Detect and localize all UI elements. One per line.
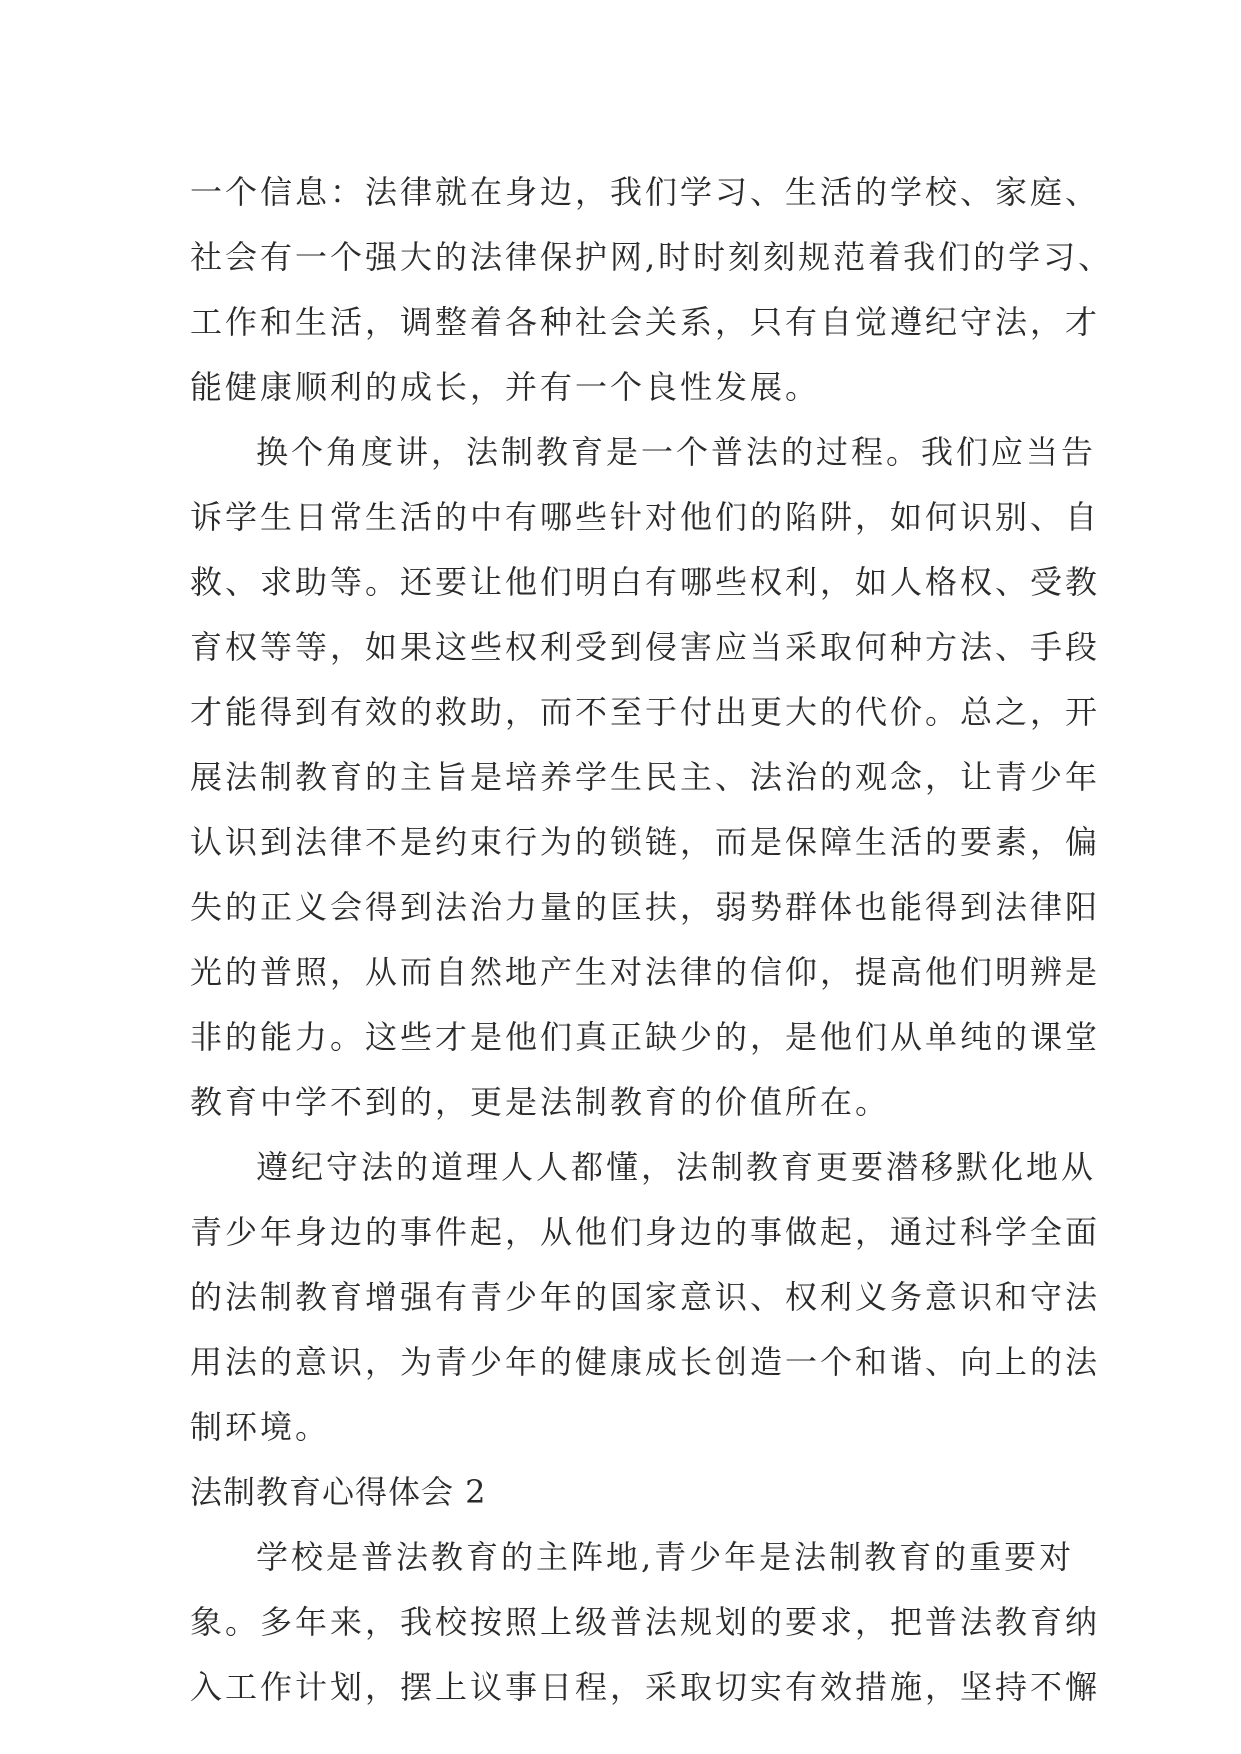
text-line: 青少年身边的事件起，从他们身边的事做起，通过科学全面	[190, 1213, 1101, 1251]
text-line: 的法制教育增强有青少年的国家意识、权利义务意识和守法	[190, 1278, 1101, 1316]
paragraph-law-abiding	[190, 1135, 1101, 1460]
text-line: 工作和生活，调整着各种社会关系，只有自觉遵纪守法，才	[190, 303, 1101, 341]
text-line: 教育中学不到的，更是法制教育的价值所在。	[190, 1083, 891, 1121]
text-line: 育权等等，如果这些权利受到侵害应当采取何种方法、手段	[190, 628, 1101, 666]
text-line: 遵纪守法的道理人人都懂，法制教育更要潜移默化地从	[256, 1148, 1097, 1186]
text-line: 一个信息：法律就在身边，我们学习、生活的学校、家庭、	[190, 173, 1101, 211]
document-body	[190, 160, 1114, 1720]
text-line: 失的正义会得到法治力量的匡扶，弱势群体也能得到法律阳	[190, 888, 1101, 926]
text-line: 非的能力。这些才是他们真正缺少的，是他们从单纯的课堂	[190, 1018, 1101, 1056]
section-heading: 法制教育心得体会 2	[190, 1473, 487, 1511]
text-line: 制环境。	[190, 1408, 331, 1446]
paragraph-continued	[190, 160, 1114, 420]
paragraph-school	[190, 1525, 1101, 1720]
text-line: 展法制教育的主旨是培养学生民主、法治的观念，让青少年	[190, 758, 1101, 796]
text-line: 换个角度讲，法制教育是一个普法的过程。我们应当告	[256, 433, 1097, 471]
text-line: 才能得到有效的救助，而不至于付出更大的代价。总之，开	[190, 693, 1101, 731]
text-line: 诉学生日常生活的中有哪些针对他们的陷阱，如何识别、自	[190, 498, 1101, 536]
text-line: 用法的意识，为青少年的健康成长创造一个和谐、向上的法	[190, 1343, 1101, 1381]
text-line: 救、求助等。还要让他们明白有哪些权利，如人格权、受教	[190, 563, 1101, 601]
text-line: 学校是普法教育的主阵地,青少年是法制教育的重要对	[256, 1538, 1075, 1576]
text-line: 认识到法律不是约束行为的锁链，而是保障生活的要素，偏	[190, 823, 1101, 861]
text-line: 社会有一个强大的法律保护网,时时刻刻规范着我们的学习、	[190, 238, 1114, 276]
text-line: 能健康顺利的成长，并有一个良性发展。	[190, 368, 821, 406]
text-line: 象。多年来，我校按照上级普法规划的要求，把普法教育纳	[190, 1603, 1101, 1641]
text-line: 光的普照，从而自然地产生对法律的信仰，提高他们明辨是	[190, 953, 1101, 991]
paragraph-perspective	[190, 420, 1101, 1135]
text-line: 入工作计划，摆上议事日程，采取切实有效措施，坚持不懈	[190, 1668, 1101, 1706]
